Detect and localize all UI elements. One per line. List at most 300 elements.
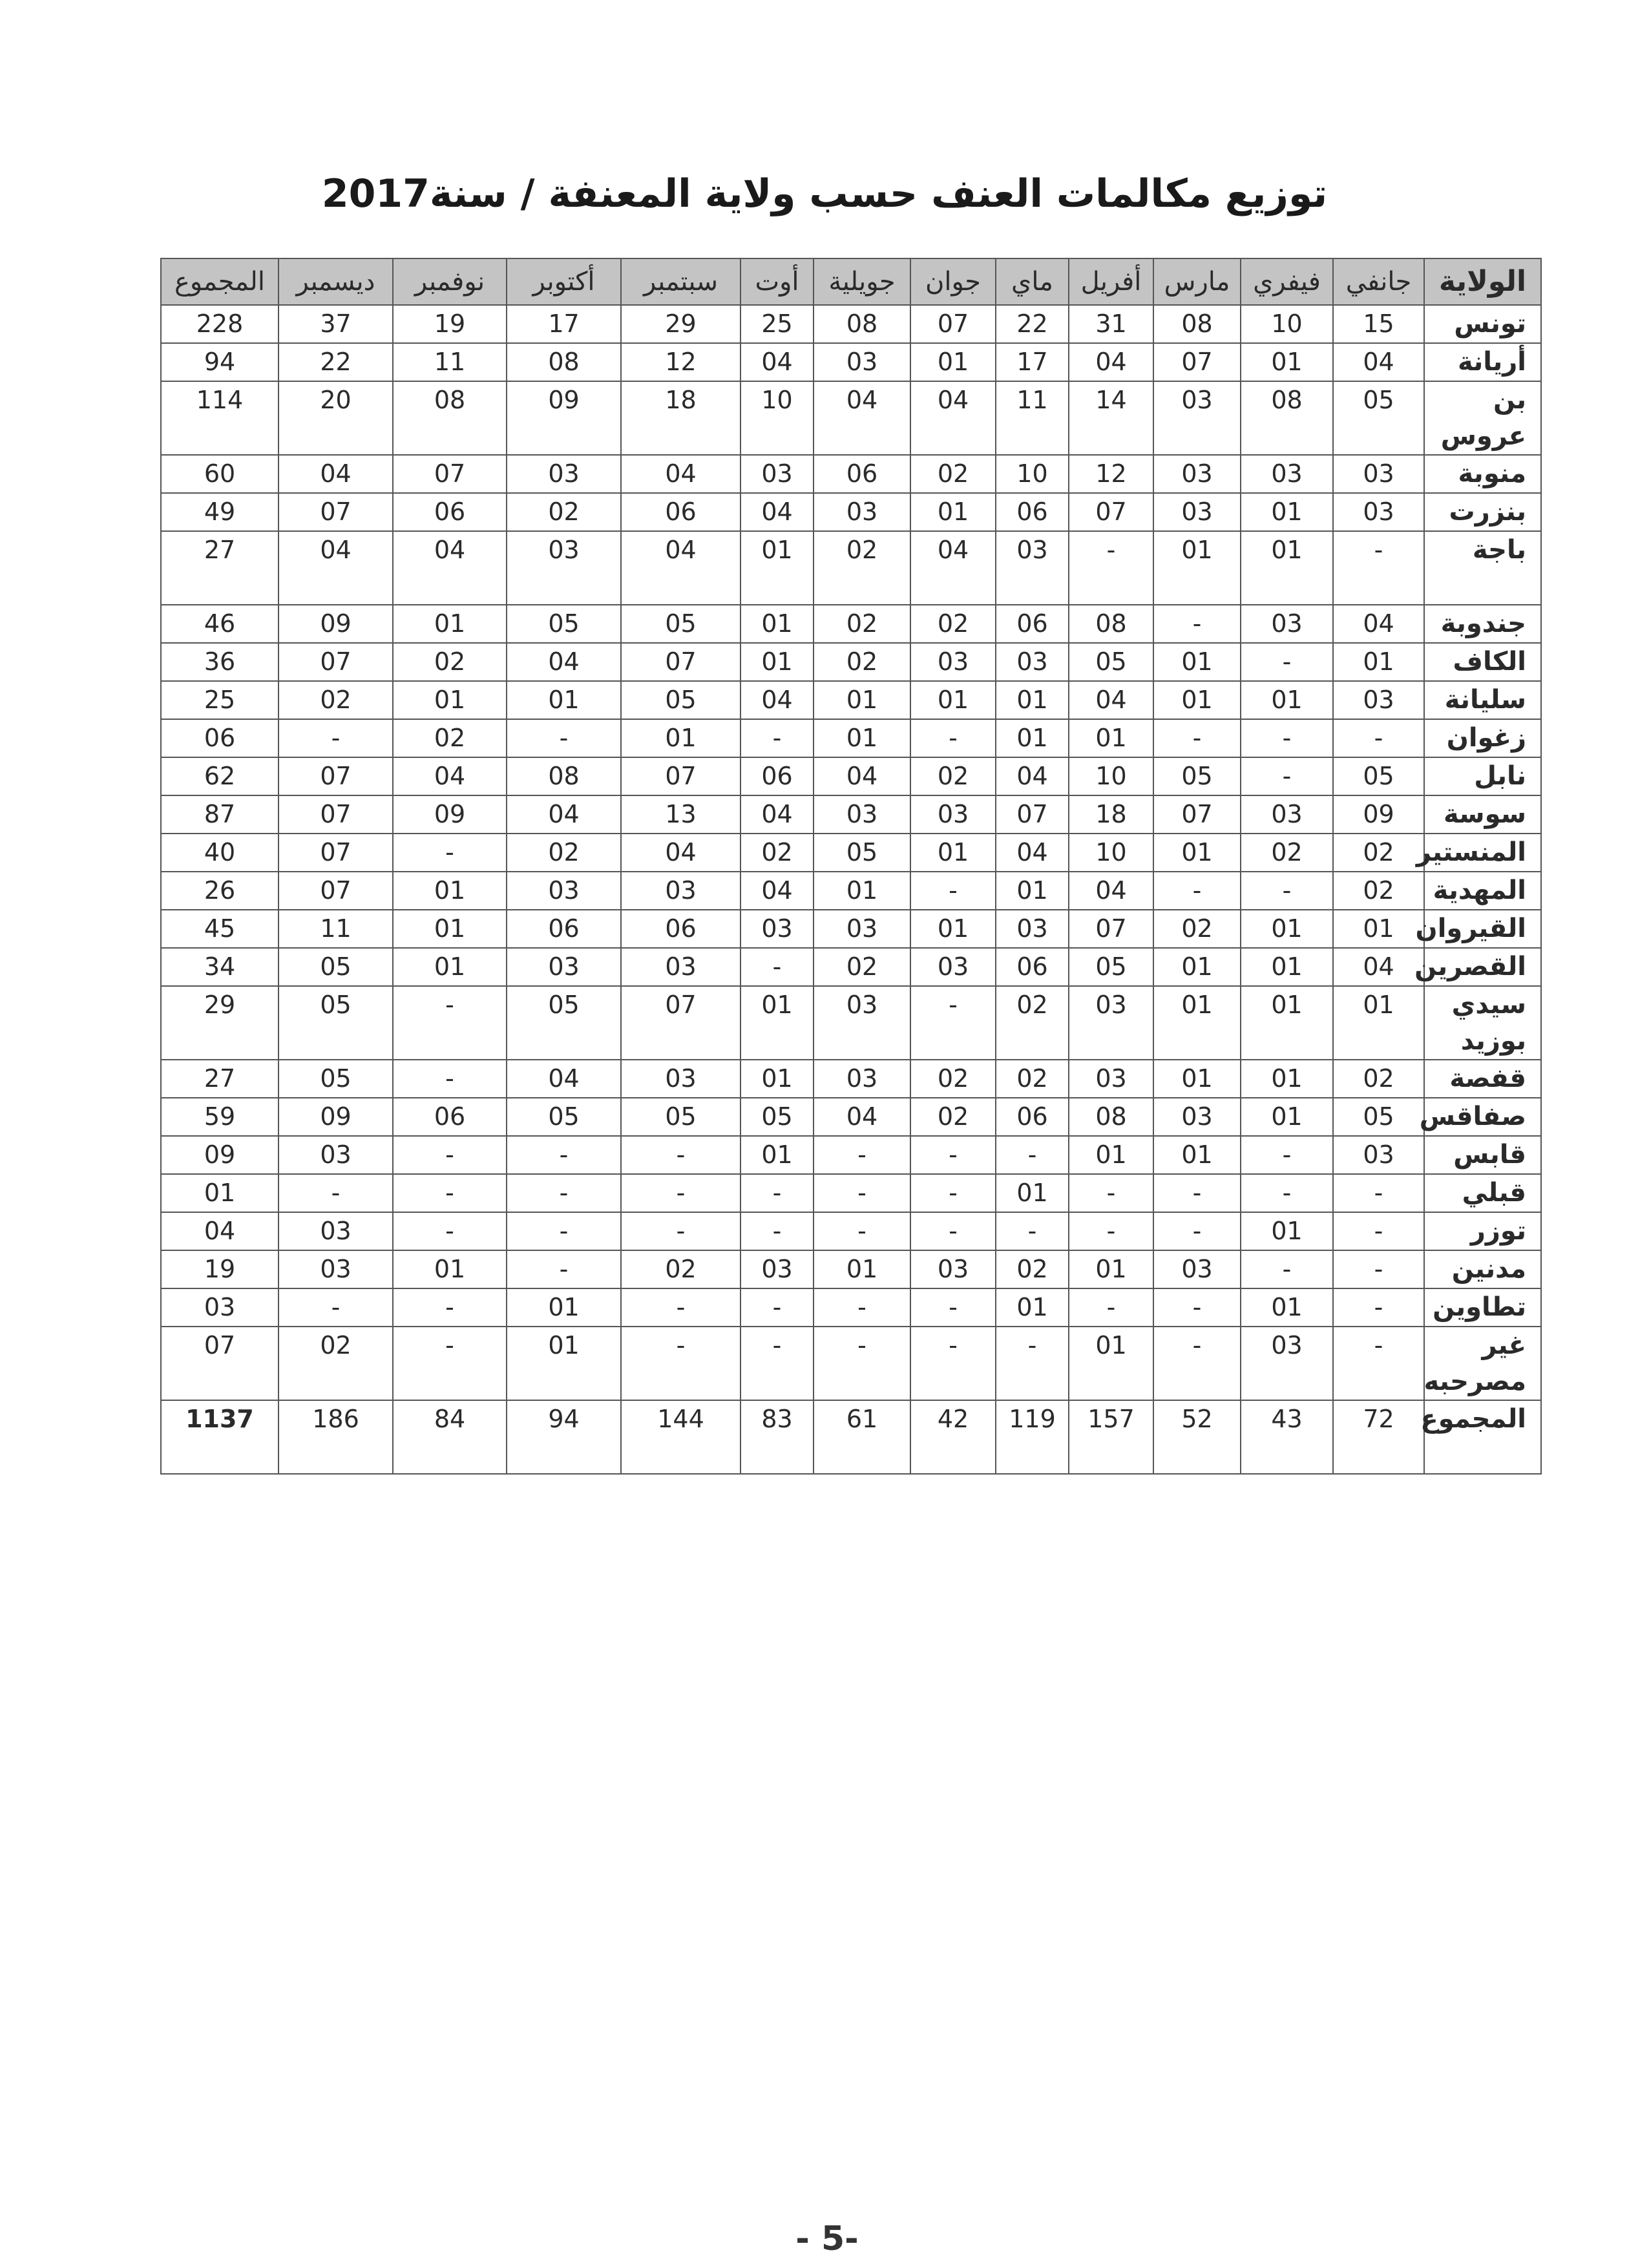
month-value-cell: 01 <box>1241 1060 1333 1098</box>
month-value-cell: - <box>507 1250 621 1288</box>
month-value-cell: 01 <box>1241 531 1333 605</box>
month-value-cell: 03 <box>996 531 1069 605</box>
month-value-cell: 01 <box>1241 681 1333 719</box>
month-value-cell: - <box>1333 1250 1424 1288</box>
month-value-cell: 07 <box>393 455 507 493</box>
governorate-cell: المنستير <box>1424 834 1541 872</box>
row-total-cell: 45 <box>161 910 278 948</box>
month-value-cell: - <box>910 1174 996 1212</box>
month-value-cell: 01 <box>1333 643 1424 681</box>
month-value-cell: - <box>996 1212 1069 1250</box>
month-value-cell: - <box>393 1327 507 1400</box>
month-value-cell: - <box>1241 757 1333 795</box>
month-value-cell: - <box>910 986 996 1060</box>
month-value-cell: 01 <box>814 681 910 719</box>
row-total-cell: 03 <box>161 1288 278 1327</box>
month-value-cell: 02 <box>910 455 996 493</box>
month-value-cell: - <box>740 1288 814 1327</box>
month-value-cell: 05 <box>1069 948 1153 986</box>
month-value-cell: 09 <box>278 605 393 643</box>
month-value-cell: 01 <box>393 681 507 719</box>
governorate-cell: منوبة <box>1424 455 1541 493</box>
month-value-cell: - <box>1153 1212 1241 1250</box>
row-total-cell: 49 <box>161 493 278 531</box>
row-total-cell: 94 <box>161 343 278 381</box>
month-value-cell: 37 <box>278 305 393 343</box>
month-value-cell: 03 <box>814 795 910 834</box>
month-value-cell: 05 <box>278 986 393 1060</box>
governorate-cell: سوسة <box>1424 795 1541 834</box>
month-value-cell: 03 <box>1069 1060 1153 1098</box>
header-month: فيفري <box>1241 258 1333 305</box>
table-row <box>161 910 1541 948</box>
month-value-cell: 03 <box>1153 493 1241 531</box>
month-value-cell: 04 <box>910 531 996 605</box>
row-total-cell: 09 <box>161 1136 278 1174</box>
month-value-cell: 06 <box>996 605 1069 643</box>
month-value-cell: 02 <box>814 605 910 643</box>
month-value-cell: 04 <box>278 455 393 493</box>
header-row <box>161 258 1541 305</box>
month-value-cell: 01 <box>910 343 996 381</box>
table-row <box>161 381 1541 455</box>
month-value-cell: 01 <box>996 719 1069 757</box>
header-month: جويلية <box>814 258 910 305</box>
month-value-cell: 01 <box>1153 948 1241 986</box>
month-value-cell: 01 <box>740 643 814 681</box>
month-value-cell: - <box>1241 1174 1333 1212</box>
month-value-cell: 04 <box>740 493 814 531</box>
row-total-cell: 06 <box>161 719 278 757</box>
table-row <box>161 986 1541 1060</box>
month-value-cell: 01 <box>1153 681 1241 719</box>
month-value-cell: 03 <box>1153 381 1241 455</box>
month-value-cell: - <box>910 872 996 910</box>
governorate-cell: باجة <box>1424 531 1541 605</box>
table-row <box>161 719 1541 757</box>
month-value-cell: 10 <box>1069 757 1153 795</box>
month-value-cell: 02 <box>393 719 507 757</box>
month-value-cell: - <box>507 1212 621 1250</box>
month-value-cell: 03 <box>814 343 910 381</box>
month-value-cell: 01 <box>1153 531 1241 605</box>
month-value-cell: 11 <box>996 381 1069 455</box>
month-value-cell: 09 <box>393 795 507 834</box>
row-total-cell: 01 <box>161 1174 278 1212</box>
month-value-cell: 03 <box>910 948 996 986</box>
month-value-cell: 04 <box>393 757 507 795</box>
row-total-cell: 228 <box>161 305 278 343</box>
month-value-cell: 04 <box>740 343 814 381</box>
row-total-cell: 87 <box>161 795 278 834</box>
month-value-cell: 01 <box>507 1288 621 1327</box>
month-value-cell: 11 <box>393 343 507 381</box>
totals-label: المجموع <box>1424 1400 1541 1474</box>
month-value-cell: 02 <box>910 605 996 643</box>
row-total-cell: 60 <box>161 455 278 493</box>
month-value-cell: - <box>910 1136 996 1174</box>
month-value-cell: 01 <box>507 681 621 719</box>
month-value-cell: - <box>1069 1212 1153 1250</box>
month-value-cell: - <box>814 1288 910 1327</box>
month-value-cell: - <box>910 1288 996 1327</box>
row-total-cell: 19 <box>161 1250 278 1288</box>
month-value-cell: 02 <box>996 1060 1069 1098</box>
totals-row <box>161 1400 1541 1474</box>
header-month: نوفمبر <box>393 258 507 305</box>
governorate-cell: بنزرت <box>1424 493 1541 531</box>
month-value-cell: 22 <box>996 305 1069 343</box>
month-value-cell: 03 <box>910 795 996 834</box>
month-value-cell: - <box>740 1174 814 1212</box>
month-value-cell: 20 <box>278 381 393 455</box>
governorate-cell: نابل <box>1424 757 1541 795</box>
governorate-cell: توزر <box>1424 1212 1541 1250</box>
governorate-cell: تونس <box>1424 305 1541 343</box>
month-value-cell: - <box>1153 719 1241 757</box>
month-value-cell: 01 <box>1241 910 1333 948</box>
month-value-cell: 05 <box>278 948 393 986</box>
month-value-cell: 05 <box>1333 757 1424 795</box>
month-value-cell: 17 <box>996 343 1069 381</box>
table-row <box>161 455 1541 493</box>
month-value-cell: 06 <box>621 910 740 948</box>
governorate-cell: القيروان <box>1424 910 1541 948</box>
month-value-cell: 01 <box>996 1174 1069 1212</box>
month-value-cell: 13 <box>621 795 740 834</box>
row-total-cell: 40 <box>161 834 278 872</box>
table-row <box>161 1060 1541 1098</box>
month-value-cell: 04 <box>814 1098 910 1136</box>
row-total-cell: 26 <box>161 872 278 910</box>
month-total-cell: 94 <box>507 1400 621 1474</box>
month-value-cell: 04 <box>278 531 393 605</box>
month-value-cell: 10 <box>1241 305 1333 343</box>
month-value-cell: - <box>1153 872 1241 910</box>
month-value-cell: 05 <box>278 1060 393 1098</box>
month-value-cell: 05 <box>1153 757 1241 795</box>
month-value-cell: 01 <box>1241 986 1333 1060</box>
month-value-cell: 02 <box>621 1250 740 1288</box>
month-value-cell: 03 <box>507 948 621 986</box>
table-row <box>161 948 1541 986</box>
month-value-cell: 06 <box>996 948 1069 986</box>
month-value-cell: 22 <box>278 343 393 381</box>
table-row <box>161 643 1541 681</box>
month-value-cell: 04 <box>996 757 1069 795</box>
month-value-cell: 02 <box>1333 834 1424 872</box>
governorate-cell: زغوان <box>1424 719 1541 757</box>
month-total-cell: 43 <box>1241 1400 1333 1474</box>
month-value-cell: 05 <box>621 681 740 719</box>
month-value-cell: 03 <box>814 1060 910 1098</box>
month-value-cell: 01 <box>1153 834 1241 872</box>
month-value-cell: 01 <box>1241 1212 1333 1250</box>
month-value-cell: 01 <box>1241 493 1333 531</box>
month-value-cell: 01 <box>1241 1098 1333 1136</box>
month-value-cell: 10 <box>740 381 814 455</box>
row-total-cell: 114 <box>161 381 278 455</box>
month-value-cell: 10 <box>996 455 1069 493</box>
month-value-cell: 01 <box>393 948 507 986</box>
month-value-cell: 04 <box>507 1060 621 1098</box>
month-value-cell: 03 <box>1241 455 1333 493</box>
month-value-cell: 08 <box>1069 605 1153 643</box>
month-value-cell: - <box>393 1136 507 1174</box>
month-value-cell: 04 <box>507 643 621 681</box>
month-value-cell: 03 <box>814 493 910 531</box>
month-value-cell: - <box>1153 1174 1241 1212</box>
month-value-cell: 03 <box>1333 455 1424 493</box>
month-value-cell: 03 <box>621 872 740 910</box>
month-value-cell: 07 <box>1069 910 1153 948</box>
month-value-cell: 01 <box>1153 1136 1241 1174</box>
row-total-cell: 27 <box>161 531 278 605</box>
month-value-cell: 08 <box>1153 305 1241 343</box>
month-value-cell: 02 <box>814 643 910 681</box>
row-total-cell: 62 <box>161 757 278 795</box>
month-value-cell: - <box>740 948 814 986</box>
month-value-cell: 01 <box>1241 343 1333 381</box>
month-value-cell: 10 <box>1069 834 1153 872</box>
month-value-cell: 02 <box>910 757 996 795</box>
month-value-cell: 03 <box>1333 1136 1424 1174</box>
month-value-cell: - <box>1333 1327 1424 1400</box>
month-value-cell: 09 <box>1333 795 1424 834</box>
month-value-cell: 09 <box>507 381 621 455</box>
month-value-cell: 04 <box>1069 681 1153 719</box>
governorate-cell: مدنين <box>1424 1250 1541 1288</box>
month-value-cell: 01 <box>1241 1288 1333 1327</box>
month-value-cell: 29 <box>621 305 740 343</box>
month-value-cell: 04 <box>621 455 740 493</box>
month-value-cell: 04 <box>1069 872 1153 910</box>
month-value-cell: - <box>507 719 621 757</box>
header-month: ديسمبر <box>278 258 393 305</box>
month-value-cell: 02 <box>1241 834 1333 872</box>
month-value-cell: 01 <box>393 1250 507 1288</box>
month-value-cell: 03 <box>507 531 621 605</box>
month-value-cell: 07 <box>278 757 393 795</box>
month-value-cell: - <box>996 1136 1069 1174</box>
month-value-cell: 15 <box>1333 305 1424 343</box>
month-value-cell: - <box>1241 719 1333 757</box>
month-value-cell: 03 <box>278 1136 393 1174</box>
month-value-cell: 03 <box>621 948 740 986</box>
month-value-cell: 12 <box>1069 455 1153 493</box>
month-value-cell: 05 <box>740 1098 814 1136</box>
month-value-cell: 04 <box>814 757 910 795</box>
month-value-cell: - <box>910 719 996 757</box>
month-value-cell: 02 <box>910 1060 996 1098</box>
month-total-cell: 61 <box>814 1400 910 1474</box>
month-value-cell: 03 <box>1333 493 1424 531</box>
month-value-cell: - <box>1241 1250 1333 1288</box>
month-value-cell: 01 <box>996 681 1069 719</box>
table-row <box>161 1212 1541 1250</box>
month-value-cell: 01 <box>910 910 996 948</box>
table-row <box>161 1098 1541 1136</box>
month-total-cell: 42 <box>910 1400 996 1474</box>
month-value-cell: 03 <box>1153 1250 1241 1288</box>
month-value-cell: 03 <box>996 643 1069 681</box>
governorate-cell: أريانة <box>1424 343 1541 381</box>
month-value-cell: - <box>740 719 814 757</box>
month-value-cell: 03 <box>507 455 621 493</box>
month-value-cell: 11 <box>278 910 393 948</box>
month-value-cell: 01 <box>621 719 740 757</box>
month-value-cell: - <box>996 1327 1069 1400</box>
table-row <box>161 493 1541 531</box>
month-value-cell: 08 <box>1069 1098 1153 1136</box>
month-value-cell: 01 <box>1153 643 1241 681</box>
month-value-cell: 01 <box>1069 719 1153 757</box>
table-row <box>161 795 1541 834</box>
month-value-cell: 06 <box>740 757 814 795</box>
month-value-cell: 04 <box>1333 605 1424 643</box>
header-total: المجموع <box>161 258 278 305</box>
month-value-cell: - <box>814 1174 910 1212</box>
month-value-cell: 01 <box>1153 986 1241 1060</box>
month-value-cell: - <box>1153 605 1241 643</box>
month-value-cell: 01 <box>740 605 814 643</box>
month-value-cell: 03 <box>621 1060 740 1098</box>
month-value-cell: 04 <box>1333 948 1424 986</box>
month-value-cell: 01 <box>1069 1327 1153 1400</box>
month-value-cell: - <box>393 1212 507 1250</box>
month-value-cell: - <box>1241 643 1333 681</box>
month-value-cell: 01 <box>814 719 910 757</box>
governorate-cell: بن عروس <box>1424 381 1541 455</box>
month-value-cell: 01 <box>740 1060 814 1098</box>
row-total-cell: 36 <box>161 643 278 681</box>
month-value-cell: 17 <box>507 305 621 343</box>
governorate-cell: قفصة <box>1424 1060 1541 1098</box>
month-value-cell: - <box>621 1212 740 1250</box>
month-value-cell: 02 <box>1153 910 1241 948</box>
month-value-cell: - <box>393 1288 507 1327</box>
month-value-cell: - <box>278 1174 393 1212</box>
table-row <box>161 1250 1541 1288</box>
month-value-cell: 02 <box>507 493 621 531</box>
month-value-cell: - <box>507 1174 621 1212</box>
violence-calls-table <box>160 258 1542 1475</box>
month-value-cell: 07 <box>278 493 393 531</box>
month-value-cell: - <box>910 1212 996 1250</box>
month-total-cell: 83 <box>740 1400 814 1474</box>
month-value-cell: 07 <box>621 986 740 1060</box>
governorate-cell: قبلي <box>1424 1174 1541 1212</box>
month-value-cell: 08 <box>507 343 621 381</box>
month-value-cell: 02 <box>393 643 507 681</box>
month-value-cell: - <box>393 986 507 1060</box>
month-value-cell: 02 <box>814 531 910 605</box>
month-value-cell: 03 <box>1241 795 1333 834</box>
month-value-cell: 05 <box>1333 1098 1424 1136</box>
header-month: سبتمبر <box>621 258 740 305</box>
month-value-cell: 05 <box>621 605 740 643</box>
month-value-cell: 01 <box>1241 948 1333 986</box>
table-row <box>161 872 1541 910</box>
table-row <box>161 1288 1541 1327</box>
header-month: أوت <box>740 258 814 305</box>
governorate-cell: قابس <box>1424 1136 1541 1174</box>
month-value-cell: 03 <box>740 1250 814 1288</box>
month-value-cell: 01 <box>393 605 507 643</box>
month-value-cell: - <box>814 1136 910 1174</box>
month-value-cell: - <box>740 1327 814 1400</box>
month-value-cell: 04 <box>740 795 814 834</box>
month-value-cell: - <box>1333 531 1424 605</box>
month-value-cell: 03 <box>507 872 621 910</box>
table-row <box>161 1327 1541 1400</box>
month-total-cell: 186 <box>278 1400 393 1474</box>
month-total-cell: 144 <box>621 1400 740 1474</box>
month-value-cell: 03 <box>996 910 1069 948</box>
header-month: مارس <box>1153 258 1241 305</box>
row-total-cell: 07 <box>161 1327 278 1400</box>
month-value-cell: 02 <box>507 834 621 872</box>
month-value-cell: 07 <box>621 643 740 681</box>
month-value-cell: 01 <box>814 872 910 910</box>
row-total-cell: 04 <box>161 1212 278 1250</box>
month-value-cell: 03 <box>740 455 814 493</box>
month-value-cell: 02 <box>740 834 814 872</box>
month-value-cell: 06 <box>393 493 507 531</box>
month-value-cell: 04 <box>507 795 621 834</box>
month-value-cell: 04 <box>1333 343 1424 381</box>
table-row <box>161 531 1541 605</box>
month-value-cell: 03 <box>910 643 996 681</box>
month-value-cell: 01 <box>740 986 814 1060</box>
header-month: ماي <box>996 258 1069 305</box>
month-value-cell: 04 <box>1069 343 1153 381</box>
month-total-cell: 119 <box>996 1400 1069 1474</box>
governorate-cell: صفاقس <box>1424 1098 1541 1136</box>
month-value-cell: - <box>1069 1288 1153 1327</box>
month-value-cell: 01 <box>393 910 507 948</box>
month-value-cell: 03 <box>278 1250 393 1288</box>
month-value-cell: - <box>1333 1288 1424 1327</box>
month-value-cell: - <box>1241 872 1333 910</box>
month-value-cell: - <box>910 1327 996 1400</box>
month-value-cell: 07 <box>278 872 393 910</box>
governorate-cell: المهدية <box>1424 872 1541 910</box>
month-value-cell: 05 <box>507 986 621 1060</box>
month-value-cell: 04 <box>910 381 996 455</box>
month-value-cell: 01 <box>910 834 996 872</box>
month-value-cell: 08 <box>1241 381 1333 455</box>
month-value-cell: - <box>1069 531 1153 605</box>
month-value-cell: 08 <box>814 305 910 343</box>
month-value-cell: - <box>278 1288 393 1327</box>
month-value-cell: 01 <box>393 872 507 910</box>
month-value-cell: 01 <box>910 681 996 719</box>
header-month: جوان <box>910 258 996 305</box>
month-value-cell: 06 <box>507 910 621 948</box>
month-value-cell: 07 <box>278 834 393 872</box>
month-value-cell: 03 <box>1333 681 1424 719</box>
governorate-cell: الكاف <box>1424 643 1541 681</box>
header-month: أكتوبر <box>507 258 621 305</box>
month-value-cell: 02 <box>278 1327 393 1400</box>
month-value-cell: - <box>814 1327 910 1400</box>
month-value-cell: 02 <box>1333 872 1424 910</box>
month-value-cell: - <box>621 1136 740 1174</box>
month-value-cell: 01 <box>1333 910 1424 948</box>
month-value-cell: 02 <box>278 681 393 719</box>
month-value-cell: 03 <box>814 910 910 948</box>
